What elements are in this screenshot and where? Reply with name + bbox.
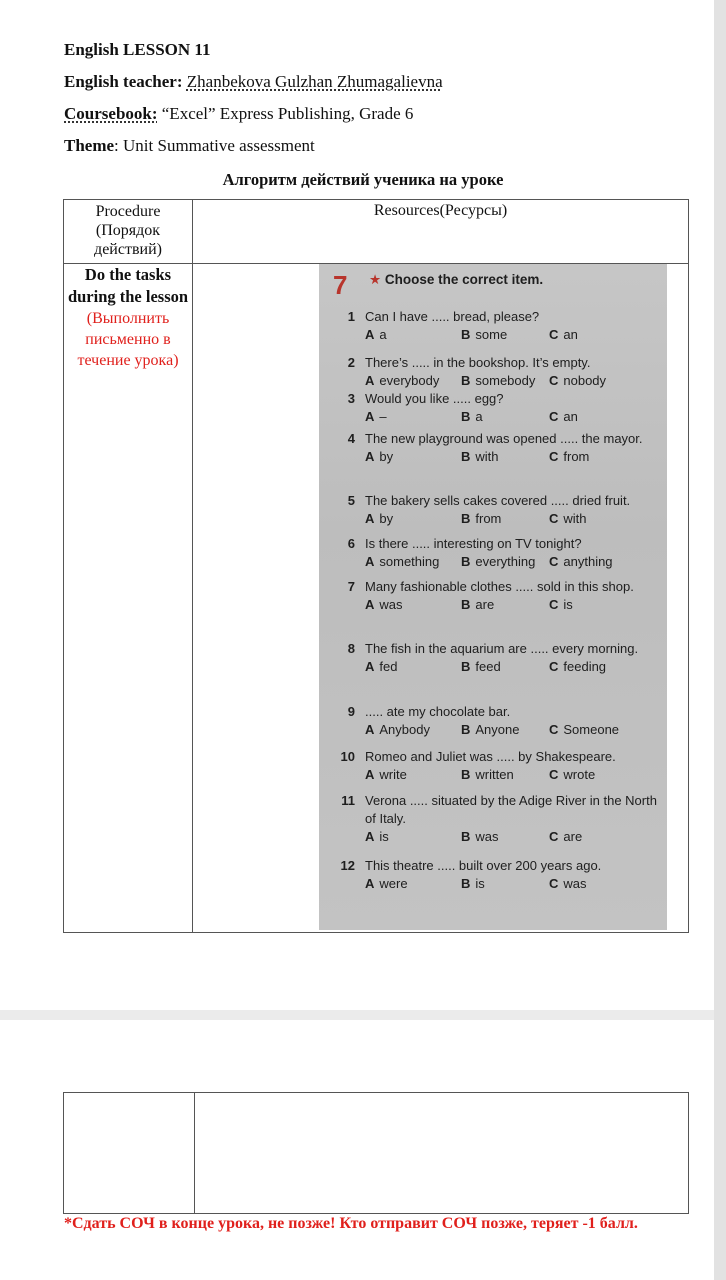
option-letter: C — [549, 722, 559, 737]
submission-note: *Сдать СОЧ в конце урока, не позже! Кто отправит СОЧ позже, теряет -1 балл. — [64, 1215, 638, 1232]
option-letter: C — [549, 767, 559, 782]
option-c — [549, 828, 582, 846]
item-question: The new playground was opened ..... the mayor. — [365, 431, 643, 446]
option-letter: B — [461, 829, 471, 844]
item-options — [365, 828, 663, 846]
option-letter: A — [365, 409, 375, 424]
option-a — [365, 658, 397, 676]
option-b — [461, 658, 501, 676]
star-icon: ★ — [369, 272, 382, 287]
option-text: Someone — [563, 722, 620, 737]
option-letter: B — [461, 511, 471, 526]
item-options — [365, 875, 663, 893]
option-c — [549, 372, 606, 390]
item-number: 5 — [347, 493, 355, 508]
teacher-line: English teacher: Zhanbekova Gulzhan Zhumagalievna — [64, 72, 443, 91]
option-text: Anyone — [475, 722, 520, 737]
item-question: The bakery sells cakes covered ..... dried fruit. — [365, 493, 631, 508]
option-text: by — [379, 449, 394, 464]
option-text: with — [475, 449, 499, 464]
theme-label: Theme — [64, 136, 115, 155]
option-text: written — [475, 767, 514, 782]
option-c — [549, 596, 573, 614]
option-text: anything — [563, 554, 613, 569]
option-text: somebody — [475, 373, 536, 388]
option-letter: C — [549, 409, 559, 424]
option-letter: A — [365, 722, 375, 737]
option-b — [461, 875, 485, 893]
exercise-item — [333, 492, 663, 528]
item-question: ..... ate my chocolate bar. — [365, 704, 511, 719]
option-letter: A — [365, 876, 375, 891]
option-letter: A — [365, 829, 375, 844]
resources-header: Resources(Ресурсы) — [193, 200, 689, 264]
item-number: 12 — [340, 858, 355, 873]
option-c — [549, 510, 587, 528]
exercise-item — [333, 578, 663, 614]
item-number: 10 — [340, 749, 355, 764]
scrollbar[interactable] — [714, 0, 726, 1280]
option-text: feed — [475, 659, 501, 674]
option-text: some — [475, 327, 508, 342]
option-b — [461, 372, 535, 390]
exercise-title — [369, 272, 543, 288]
option-letter: C — [549, 829, 559, 844]
option-text: a — [475, 409, 483, 424]
theme-value: : Unit Summative assessment — [114, 136, 315, 155]
option-letter: C — [549, 876, 559, 891]
option-letter: B — [461, 876, 471, 891]
teacher-name: Zhanbekova Gulzhan Zhumagalievna — [186, 72, 443, 91]
item-number: 1 — [347, 309, 355, 324]
exercise-item — [333, 792, 663, 846]
option-c — [549, 875, 587, 893]
item-question: Would you like ..... egg? — [365, 391, 504, 406]
option-text: everybody — [379, 373, 440, 388]
item-number: 6 — [347, 536, 355, 551]
option-text: everything — [475, 554, 536, 569]
option-b — [461, 596, 494, 614]
item-options — [365, 510, 663, 528]
option-text: was — [379, 597, 403, 612]
item-question: The fish in the aquarium are ..... every morning. — [365, 641, 639, 656]
exercise-item — [333, 390, 663, 426]
option-a — [365, 828, 389, 846]
option-c — [549, 721, 619, 739]
option-text: wrote — [563, 767, 596, 782]
option-text: – — [379, 409, 387, 424]
task-instruction: Do the tasks during the lesson — [67, 265, 189, 306]
option-text: fed — [379, 659, 398, 674]
blank-cell-left — [64, 1093, 195, 1214]
option-letter: C — [549, 597, 559, 612]
exercise-item — [333, 857, 663, 893]
option-c — [549, 553, 613, 571]
item-options — [365, 553, 663, 571]
option-letter: C — [549, 373, 559, 388]
item-question: This theatre ..... built over 200 years ago. — [365, 858, 602, 873]
option-letter: A — [365, 554, 375, 569]
item-number: 11 — [341, 793, 355, 808]
item-options — [365, 766, 663, 784]
option-letter: A — [365, 327, 375, 342]
item-options — [365, 658, 663, 676]
option-letter: B — [461, 327, 471, 342]
item-question: Verona ..... situated by the Adige River in the North of Italy. — [365, 793, 657, 826]
option-letter: A — [365, 597, 375, 612]
option-a — [365, 875, 408, 893]
option-b — [461, 766, 514, 784]
item-options — [365, 372, 663, 390]
item-number: 7 — [347, 579, 355, 594]
option-text: were — [379, 876, 408, 891]
option-text: write — [379, 767, 407, 782]
option-a — [365, 766, 407, 784]
algorithm-title: Алгоритм действий ученика на уроке — [222, 170, 504, 189]
option-letter: C — [549, 327, 559, 342]
option-letter: C — [549, 659, 559, 674]
option-text: was — [563, 876, 587, 891]
procedure-header: Procedure (Порядок действий) — [64, 200, 193, 264]
option-letter: B — [461, 409, 471, 424]
item-options — [365, 448, 663, 466]
exercise-photo — [319, 264, 667, 930]
item-number: 9 — [347, 704, 355, 719]
option-text: an — [563, 327, 578, 342]
option-text: something — [379, 554, 440, 569]
option-text: an — [563, 409, 578, 424]
coursebook-label: Coursebook: — [64, 104, 158, 123]
option-letter: B — [461, 554, 471, 569]
option-c — [549, 408, 578, 426]
item-options — [365, 326, 663, 344]
option-letter: B — [461, 449, 471, 464]
exercise-item — [333, 354, 663, 390]
option-c — [549, 326, 578, 344]
option-text: feeding — [563, 659, 607, 674]
option-letter: A — [365, 449, 375, 464]
option-letter: B — [461, 722, 471, 737]
option-a — [365, 408, 387, 426]
coursebook-line — [64, 104, 413, 124]
exercise-item — [333, 535, 663, 571]
option-text: from — [563, 449, 590, 464]
option-text: by — [379, 511, 394, 526]
option-b — [461, 828, 499, 846]
option-text: was — [475, 829, 499, 844]
option-a — [365, 553, 439, 571]
exercise-item — [333, 703, 663, 739]
option-text: is — [475, 876, 485, 891]
option-letter: A — [365, 659, 375, 674]
option-b — [461, 553, 535, 571]
exercise-item — [333, 748, 663, 784]
item-options — [365, 721, 663, 739]
option-a — [365, 326, 387, 344]
option-text: a — [379, 327, 387, 342]
item-options — [365, 408, 663, 426]
option-letter: A — [365, 373, 375, 388]
option-b — [461, 408, 483, 426]
option-text: are — [475, 597, 495, 612]
option-c — [549, 658, 606, 676]
option-b — [461, 510, 501, 528]
task-cell — [64, 264, 193, 933]
task-instruction-ru: (Выполнить письменно в течение урока) — [77, 310, 179, 369]
option-b — [461, 326, 507, 344]
option-text: with — [563, 511, 587, 526]
option-letter: A — [365, 767, 375, 782]
option-letter: A — [365, 511, 375, 526]
option-a — [365, 596, 403, 614]
option-text: from — [475, 511, 502, 526]
item-number: 2 — [347, 355, 355, 370]
option-text: nobody — [563, 373, 607, 388]
option-a — [365, 448, 393, 466]
item-number: 4 — [347, 431, 355, 446]
exercise-title-text: Choose the correct item. — [384, 272, 544, 287]
lesson-title: English LESSON 11 — [64, 40, 211, 59]
theme-line — [64, 136, 315, 156]
option-a — [365, 372, 439, 390]
option-a — [365, 510, 393, 528]
option-letter: C — [549, 449, 559, 464]
option-b — [461, 448, 499, 466]
exercise-item — [333, 430, 663, 466]
option-text: is — [379, 829, 389, 844]
item-question: Is there ..... interesting on TV tonight? — [365, 536, 582, 551]
blank-cell-right — [195, 1093, 689, 1214]
option-text: Anybody — [379, 722, 430, 737]
blank-table — [63, 1092, 689, 1214]
option-a — [365, 721, 430, 739]
item-number: 3 — [347, 391, 355, 406]
option-letter: C — [549, 554, 559, 569]
option-letter: B — [461, 597, 471, 612]
exercise-item — [333, 308, 663, 344]
exercise-item — [333, 640, 663, 676]
option-c — [549, 448, 589, 466]
item-question: Romeo and Juliet was ..... by Shakespeare. — [365, 749, 616, 764]
item-number: 8 — [347, 641, 355, 656]
item-question: There’s ..... in the bookshop. It’s empty. — [365, 355, 591, 370]
item-options — [365, 596, 663, 614]
option-text: is — [563, 597, 573, 612]
option-letter: B — [461, 659, 471, 674]
option-text: are — [563, 829, 583, 844]
item-question: Can I have ..... bread, please? — [365, 309, 540, 324]
coursebook-value: “Excel” Express Publishing, Grade 6 — [161, 104, 414, 123]
option-letter: B — [461, 767, 471, 782]
exercise-number: 7 — [333, 270, 348, 300]
option-letter: C — [549, 511, 559, 526]
item-question: Many fashionable clothes ..... sold in this shop. — [365, 579, 634, 594]
option-c — [549, 766, 595, 784]
option-letter: B — [461, 373, 471, 388]
option-b — [461, 721, 519, 739]
